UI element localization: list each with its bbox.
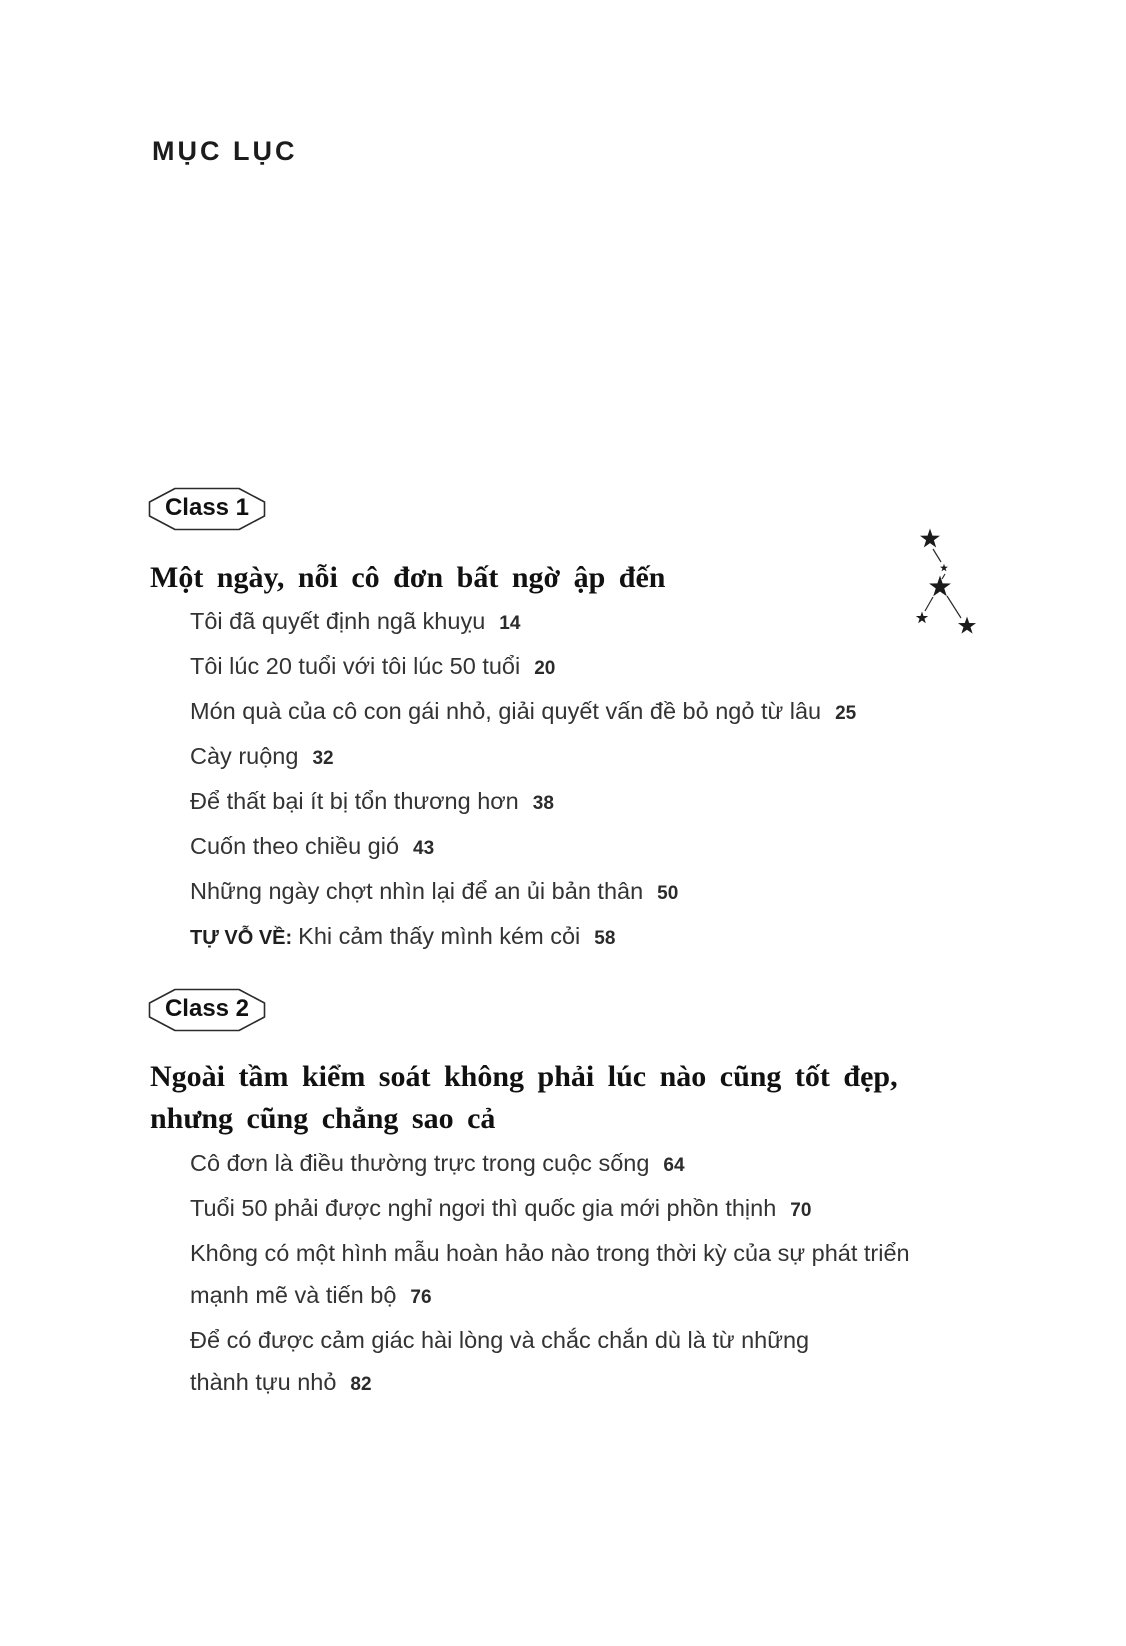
toc-item-text: Khi cảm thấy mình kém cỏi	[298, 923, 581, 949]
toc-item	[190, 870, 990, 915]
toc-item-text: Tôi lúc 20 tuổi với tôi lúc 50 tuổi	[190, 653, 521, 679]
toc-item-page-number: 82	[350, 1374, 372, 1395]
toc-item-page-number: 70	[790, 1200, 812, 1221]
toc-item-page-number: 76	[410, 1287, 432, 1308]
toc-item	[190, 1232, 990, 1319]
toc-item	[190, 915, 990, 960]
toc-item-page-number: 43	[413, 838, 435, 859]
section-2-title-line-1: Ngoài tầm kiểm soát không phải lúc nào cũng tốt đẹp,	[150, 1060, 898, 1093]
class-1-badge-label: Class 1	[164, 494, 250, 521]
class-2-badge	[148, 988, 266, 1032]
toc-item-page-number: 32	[312, 748, 334, 769]
toc-item-text: Cuốn theo chiều gió	[190, 833, 400, 859]
toc-item-text-line-2	[190, 1274, 990, 1319]
toc-item-page-number: 14	[499, 613, 521, 634]
toc-item-text: Tuổi 50 phải được nghỉ ngơi thì quốc gia mới phồn thịnh	[190, 1195, 777, 1221]
section-2-toc-list	[190, 1142, 990, 1406]
toc-item	[190, 735, 990, 780]
toc-item-text-line-1: Không có một hình mẫu hoàn hảo nào trong thời kỳ của sự phát triển	[190, 1240, 910, 1266]
toc-item-bold-prefix: TỰ VỖ VỀ:	[190, 927, 293, 949]
section-2-title-line-2: nhưng cũng chẳng sao cả	[150, 1102, 496, 1135]
section-1-toc-list	[190, 600, 990, 960]
toc-item-page-number: 20	[534, 658, 556, 679]
toc-item	[190, 780, 990, 825]
toc-item-text: Để thất bại ít bị tổn thương hơn	[190, 788, 519, 814]
class-2-badge-label: Class 2	[164, 995, 250, 1022]
toc-item-page-number: 38	[532, 793, 554, 814]
toc-item-text: mạnh mẽ và tiến bộ	[190, 1282, 397, 1308]
toc-item	[190, 1142, 990, 1187]
toc-item-text-line-1: Để có được cảm giác hài lòng và chắc chắn dù là từ những	[190, 1327, 810, 1353]
toc-item-text: Cô đơn là điều thường trực trong cuộc sống	[190, 1150, 650, 1176]
page-title: MỤC LỤC	[152, 136, 298, 166]
section-1-title: Một ngày, nỗi cô đơn bất ngờ ập đến	[150, 561, 666, 594]
toc-item-text: Những ngày chợt nhìn lại để an ủi bản thân	[190, 878, 644, 904]
toc-item	[190, 645, 990, 690]
toc-item-text: Món quà của cô con gái nhỏ, giải quyết vấn đề bỏ ngỏ từ lâu	[190, 698, 822, 724]
toc-item	[190, 690, 990, 735]
toc-item-text: Tôi đã quyết định ngã khuỵu	[190, 608, 486, 634]
toc-item-page-number: 58	[594, 928, 616, 949]
toc-item	[190, 600, 990, 645]
class-1-badge	[148, 487, 266, 531]
toc-item	[190, 825, 990, 870]
toc-item	[190, 1187, 990, 1232]
toc-item-page-number: 25	[835, 703, 857, 724]
toc-item	[190, 1319, 990, 1406]
toc-item-text: thành tựu nhỏ	[190, 1369, 337, 1395]
toc-item-text: Cày ruộng	[190, 743, 299, 769]
toc-item-page-number: 50	[657, 883, 679, 904]
toc-item-text-line-2	[190, 1361, 990, 1406]
section-2-title	[150, 1056, 898, 1140]
toc-item-page-number: 64	[663, 1155, 685, 1176]
